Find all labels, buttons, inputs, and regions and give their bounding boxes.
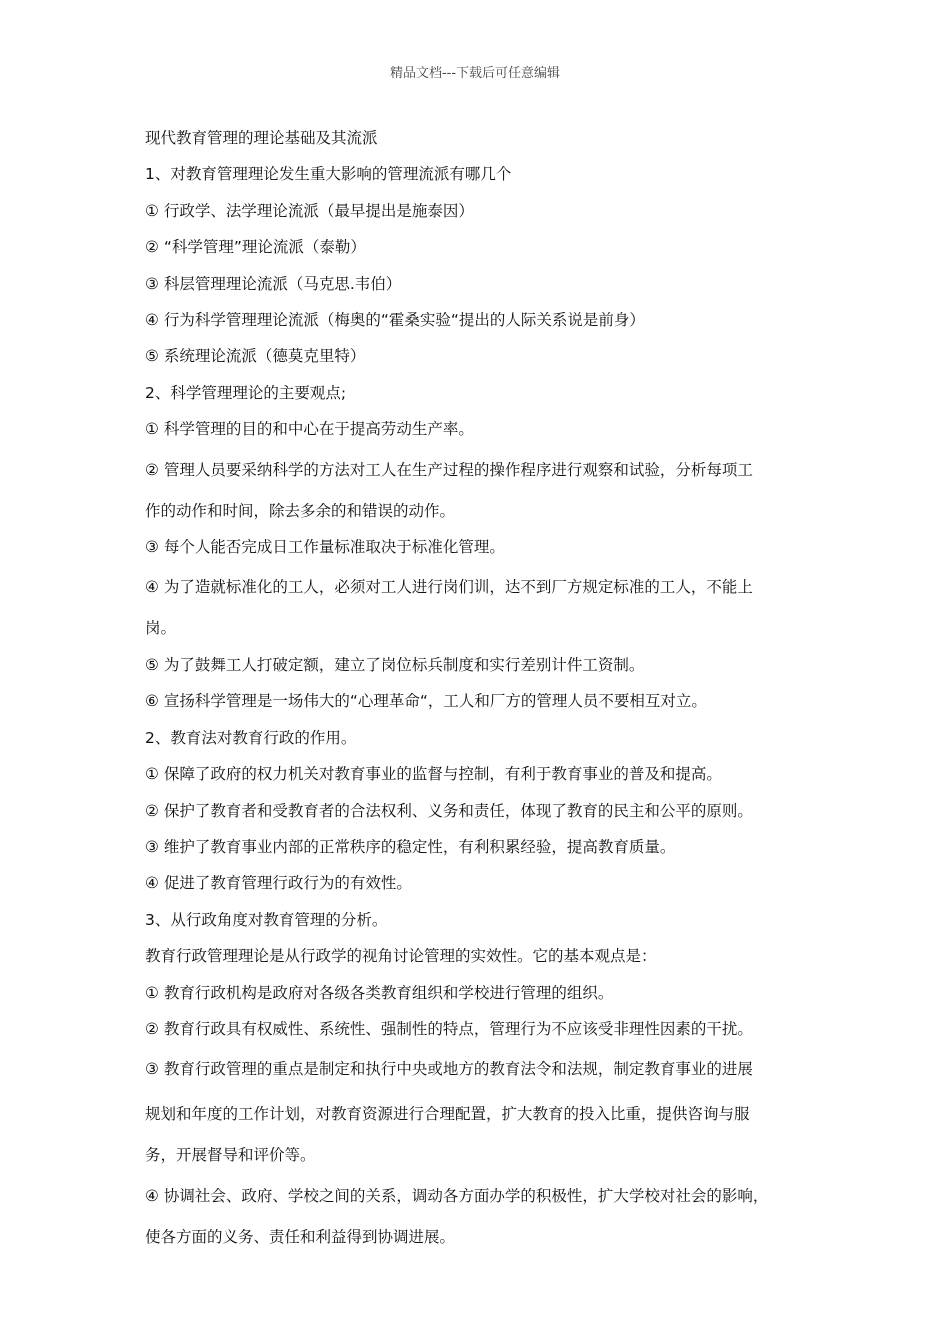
document-title: 现代教育管理的理论基础及其流派 xyxy=(145,129,378,147)
list-item: ① 行政学、法学理论流派（最早提出是施泰因） xyxy=(145,201,474,220)
list-item-continuation: 务，开展督导和评价等。 xyxy=(145,1146,316,1165)
list-item: ① 科学管理的目的和中心在于提高劳动生产率。 xyxy=(145,420,474,439)
paragraph: 教育行政管理理论是从行政学的视角讨论管理的实效性。它的基本观点是： xyxy=(145,947,657,966)
list-item: ④ 促进了教育管理行政行为的有效性。 xyxy=(145,874,412,893)
list-item-continuation: 岗。 xyxy=(145,619,177,638)
list-item: ② 保护了教育者和受教育者的合法权利、义务和责任，体现了教育的民主和公平的原则。 xyxy=(145,801,753,820)
document-body xyxy=(145,120,825,1255)
list-item: ③ 教育行政管理的重点是制定和执行中央或地方的教育法令和法规，制定教育事业的进展 xyxy=(145,1060,753,1079)
section-heading: 2、教育法对教育行政的作用。 xyxy=(145,728,357,747)
list-item: ③ 每个人能否完成日工作量标准取决于标准化管理。 xyxy=(145,538,505,557)
list-item: ③ 维护了教育事业内部的正常秩序的稳定性，有利积累经验，提高教育质量。 xyxy=(145,837,676,856)
list-item: ① 教育行政机构是政府对各级各类教育组织和学校进行管理的组织。 xyxy=(145,983,614,1002)
list-item: ⑥ 宣扬科学管理是一场伟大的“心理革命“，工人和厂方的管理人员不要相互对立。 xyxy=(145,692,707,711)
list-item: ② “科学管理”理论流派（泰勒） xyxy=(145,238,366,257)
section-heading: 3、从行政角度对教育管理的分析。 xyxy=(145,910,388,929)
list-item-continuation: 使各方面的义务、责任和利益得到协调进展。 xyxy=(145,1227,456,1246)
list-item-continuation: 规划和年度的工作计划，对教育资源进行合理配置，扩大教育的投入比重，提供咨询与服 xyxy=(145,1105,750,1124)
list-item: ④ 为了造就标准化的工人，必须对工人进行岗们训，达不到厂方规定标准的工人，不能上 xyxy=(145,578,753,597)
list-item: ② 管理人员要采纳科学的方法对工人在生产过程的操作程序进行观察和试验，分析每项工 xyxy=(145,460,753,479)
list-item: ① 保障了政府的权力机关对教育事业的监督与控制，有利于教育事业的普及和提高。 xyxy=(145,765,722,784)
list-item: ③ 科层管理理论流派（马克思.韦伯） xyxy=(145,274,402,293)
section-heading: 2、科学管理理论的主要观点; xyxy=(145,383,347,402)
header-watermark: 精品文档---下载后可任意编辑 xyxy=(389,66,561,81)
section-heading: 1、对教育管理理论发生重大影响的管理流派有哪几个 xyxy=(145,165,512,184)
list-item: ⑤ 为了鼓舞工人打破定额，建立了岗位标兵制度和实行差别计件工资制。 xyxy=(145,655,645,674)
list-item: ④ 协调社会、政府、学校之间的关系，调动各方面办学的积极性，扩大学校对社会的影响， xyxy=(145,1186,769,1205)
list-item: ⑤ 系统理论流派（德莫克里特） xyxy=(145,347,366,366)
list-item: ④ 行为科学管理理论流派（梅奥的“霍桑实验“提出的人际关系说是前身） xyxy=(145,311,645,330)
list-item: ② 教育行政具有权威性、系统性、强制性的特点，管理行为不应该受非理性因素的干扰。 xyxy=(145,1019,753,1038)
list-item-continuation: 作的动作和时间，除去多余的和错误的动作。 xyxy=(145,501,456,520)
